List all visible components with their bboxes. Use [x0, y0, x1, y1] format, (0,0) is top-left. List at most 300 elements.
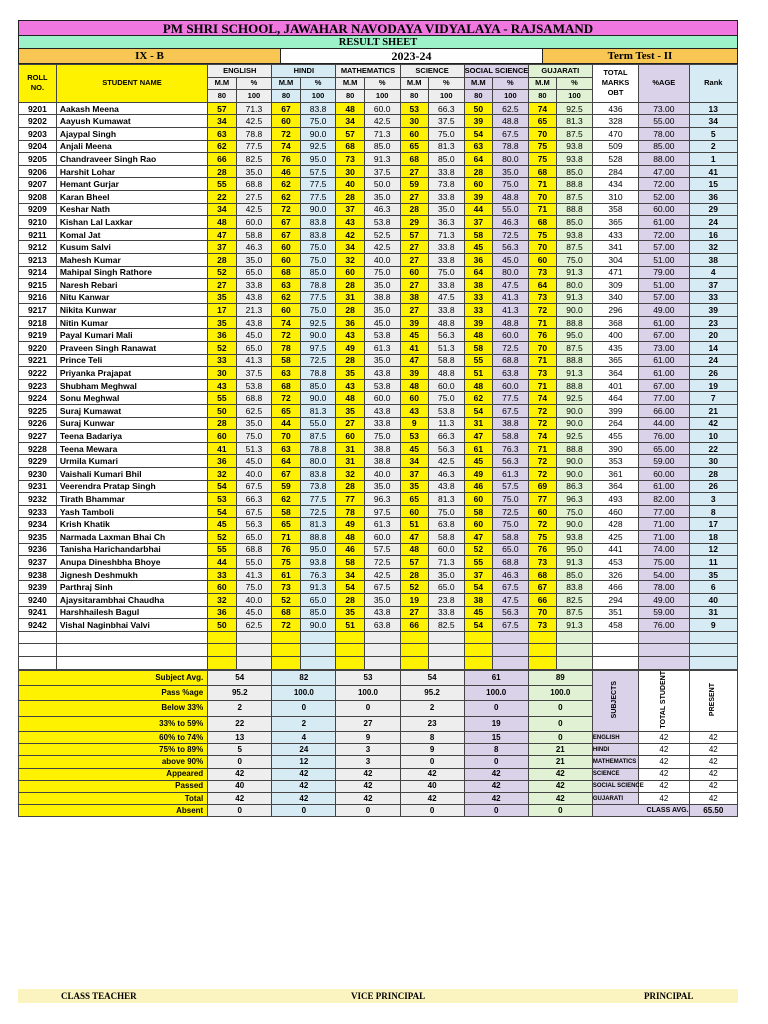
subject-percent: 46.3	[428, 468, 464, 481]
subject-percent: 61.3	[493, 468, 529, 481]
rank-cell: 3	[689, 493, 737, 506]
subject-marks: 39	[400, 316, 428, 329]
rank-cell: 29	[689, 203, 737, 216]
subject-marks: 64	[464, 153, 492, 166]
present-header	[689, 670, 737, 732]
subject-marks: 39	[400, 367, 428, 380]
summary-value: 89	[528, 670, 592, 685]
subject-marks: 58	[464, 228, 492, 241]
subject-percent: 91.3	[557, 556, 593, 569]
subject-percent: 76.3	[493, 442, 529, 455]
subject-marks: 67	[272, 102, 300, 115]
subject-percent: 35.0	[428, 203, 464, 216]
subject-percent: 36.3	[428, 216, 464, 229]
subject-marks: 47	[464, 530, 492, 543]
student-name: Vaishali Kumari Bhil	[56, 468, 207, 481]
student-name: Hemant Gurjar	[56, 178, 207, 191]
subject-marks: 54	[464, 619, 492, 632]
subject-marks: 54	[464, 127, 492, 140]
subject-marks: 27	[400, 253, 428, 266]
subject-marks: 67	[272, 216, 300, 229]
student-row	[19, 417, 738, 430]
empty-cell	[19, 656, 57, 669]
subject-marks: 68	[528, 165, 556, 178]
overall-percentage: 66.00	[639, 405, 689, 418]
subject-marks: 75	[528, 530, 556, 543]
roll-number: 9224	[19, 392, 57, 405]
subject-marks: 37	[336, 203, 364, 216]
subject-percent: 72.5	[364, 556, 400, 569]
summary-value: 100.0	[464, 685, 528, 700]
subject-percent: 58.8	[428, 354, 464, 367]
subject-percent: 56.3	[493, 606, 529, 619]
empty-cell	[639, 644, 689, 657]
subject-marks: 39	[464, 190, 492, 203]
max-marks-header: M.M	[208, 77, 236, 90]
summary-table	[18, 670, 738, 818]
subject-marks: 54	[336, 581, 364, 594]
subject-marks: 57	[400, 556, 428, 569]
subject-header: MATHEMATICS	[336, 65, 400, 78]
header-row	[19, 65, 738, 78]
subject-percent: 66.3	[428, 102, 464, 115]
subject-header: GUJARATI	[528, 65, 592, 78]
subject-marks: 33	[208, 354, 236, 367]
rank-cell: 16	[689, 228, 737, 241]
empty-cell	[56, 631, 207, 644]
overall-percentage: 57.00	[639, 241, 689, 254]
student-name: Komal Jat	[56, 228, 207, 241]
student-row	[19, 568, 738, 581]
subject-marks: 65	[272, 518, 300, 531]
empty-cell	[208, 631, 236, 644]
subject-percent: 63.8	[493, 367, 529, 380]
present-header-text: PRESENT	[709, 682, 717, 716]
subject-percent: 42.5	[236, 203, 272, 216]
subject-percent: 47.5	[493, 279, 529, 292]
subject-percent: 75.0	[493, 178, 529, 191]
student-name: Parthraj Sinh	[56, 581, 207, 594]
roll-number: 9223	[19, 379, 57, 392]
subject-percent: 93.8	[557, 140, 593, 153]
empty-cell	[592, 644, 638, 657]
subject-marks: 74	[528, 102, 556, 115]
subject-percent: 61.3	[364, 342, 400, 355]
subject-percent: 60.0	[428, 379, 464, 392]
subject-marks: 59	[400, 178, 428, 191]
roll-number: 9201	[19, 102, 57, 115]
summary-value: 42	[336, 768, 400, 780]
summary-value: 3	[336, 756, 400, 768]
total-marks: 326	[592, 568, 638, 581]
subject-marks: 71	[528, 178, 556, 191]
subject-marks: 66	[400, 619, 428, 632]
subject-percent: 97.5	[300, 342, 336, 355]
subject-marks: 27	[400, 606, 428, 619]
subject-marks: 48	[464, 379, 492, 392]
total-marks: 296	[592, 304, 638, 317]
subject-percent: 58.8	[236, 228, 272, 241]
subject-marks: 72	[272, 392, 300, 405]
rank-header: Rank	[689, 65, 737, 103]
subject-percent: 56.3	[493, 455, 529, 468]
vice-principal-label: VICE PRINCIPAL	[351, 991, 426, 1001]
subject-marks: 70	[528, 190, 556, 203]
overall-percentage: 73.00	[639, 102, 689, 115]
subject-marks: 28	[208, 253, 236, 266]
rank-cell: 13	[689, 102, 737, 115]
overall-percentage: 49.00	[639, 593, 689, 606]
side-total-student: 42	[639, 732, 689, 744]
summary-value: 0	[272, 805, 336, 817]
subject-percent: 90.0	[300, 203, 336, 216]
subject-percent: 53.8	[428, 405, 464, 418]
student-name: Krish Khatik	[56, 518, 207, 531]
rank-cell: 5	[689, 127, 737, 140]
student-name: Jignesh Deshmukh	[56, 568, 207, 581]
subject-percent: 91.3	[364, 153, 400, 166]
rank-cell: 22	[689, 442, 737, 455]
summary-label: Pass %age	[19, 685, 208, 700]
subject-percent: 96.3	[364, 493, 400, 506]
subject-percent: 53.8	[364, 216, 400, 229]
summary-label: Below 33%	[19, 701, 208, 716]
empty-cell	[400, 656, 428, 669]
subject-percent: 90.0	[300, 619, 336, 632]
empty-cell	[428, 656, 464, 669]
summary-value: 9	[400, 744, 464, 756]
subject-marks: 48	[400, 543, 428, 556]
roll-number: 9235	[19, 530, 57, 543]
subject-percent: 48.8	[428, 367, 464, 380]
subject-marks: 60	[272, 241, 300, 254]
max-marks-header: 80	[208, 90, 236, 103]
subject-percent: 63.8	[428, 518, 464, 531]
subject-marks: 76	[528, 329, 556, 342]
summary-value: 2	[208, 701, 272, 716]
subject-percent: 53.8	[364, 379, 400, 392]
roll-number: 9236	[19, 543, 57, 556]
roll-number: 9208	[19, 190, 57, 203]
subject-marks: 55	[464, 556, 492, 569]
overall-percentage: 77.00	[639, 505, 689, 518]
subject-percent: 82.5	[236, 153, 272, 166]
summary-row	[19, 670, 738, 685]
student-name: Nitin Kumar	[56, 316, 207, 329]
subject-percent: 92.5	[557, 102, 593, 115]
subject-marks: 47	[400, 354, 428, 367]
student-name: Priyanka Prajapat	[56, 367, 207, 380]
subject-marks: 60	[400, 505, 428, 518]
subject-marks: 48	[336, 530, 364, 543]
rank-cell: 7	[689, 392, 737, 405]
class-avg-label: CLASS AVG.	[592, 805, 689, 817]
subject-percent: 87.5	[300, 430, 336, 443]
subject-percent: 33.8	[428, 190, 464, 203]
subject-marks: 60	[464, 493, 492, 506]
subject-percent: 77.5	[300, 493, 336, 506]
subject-marks: 73	[272, 581, 300, 594]
empty-cell	[689, 656, 737, 669]
summary-value: 9	[336, 732, 400, 744]
subject-percent: 68.8	[236, 392, 272, 405]
subject-marks: 34	[208, 203, 236, 216]
total-marks: 455	[592, 430, 638, 443]
student-row	[19, 253, 738, 266]
subject-percent: 91.3	[557, 266, 593, 279]
rank-cell: 38	[689, 253, 737, 266]
subject-marks: 70	[528, 127, 556, 140]
empty-cell	[464, 631, 492, 644]
subject-marks: 27	[336, 417, 364, 430]
subject-marks: 41	[400, 342, 428, 355]
subject-marks: 33	[464, 304, 492, 317]
roll-number: 9222	[19, 367, 57, 380]
subject-percent: 75.0	[300, 115, 336, 128]
subject-percent: 75.0	[493, 518, 529, 531]
subject-percent: 88.8	[557, 442, 593, 455]
roll-number: 9212	[19, 241, 57, 254]
subject-marks: 71	[272, 530, 300, 543]
subject-marks: 72	[272, 329, 300, 342]
empty-cell	[336, 656, 364, 669]
subject-marks: 42	[336, 228, 364, 241]
subject-marks: 34	[336, 115, 364, 128]
subject-marks: 58	[336, 556, 364, 569]
roll-number: 9203	[19, 127, 57, 140]
subject-percent: 66.3	[428, 430, 464, 443]
subject-marks: 31	[336, 442, 364, 455]
rank-cell: 34	[689, 115, 737, 128]
student-name: Anjali Meena	[56, 140, 207, 153]
total-marks: 453	[592, 556, 638, 569]
subject-marks: 51	[400, 518, 428, 531]
summary-value: 42	[528, 793, 592, 805]
overall-percentage: 78.00	[639, 581, 689, 594]
subject-marks: 40	[336, 178, 364, 191]
roll-number: 9234	[19, 518, 57, 531]
subject-percent: 80.0	[300, 455, 336, 468]
subject-percent: 62.5	[493, 102, 529, 115]
subject-percent: 55.0	[236, 556, 272, 569]
rank-cell: 41	[689, 165, 737, 178]
student-name: Kishan Lal Laxkar	[56, 216, 207, 229]
subject-marks: 38	[464, 279, 492, 292]
rank-cell: 14	[689, 342, 737, 355]
subject-marks: 35	[336, 367, 364, 380]
side-subject: GUJARATI	[592, 793, 638, 805]
subject-marks: 63	[272, 367, 300, 380]
rank-cell: 39	[689, 304, 737, 317]
student-row	[19, 405, 738, 418]
roll-number: 9239	[19, 581, 57, 594]
subject-marks: 35	[208, 291, 236, 304]
overall-percentage: 75.00	[639, 556, 689, 569]
subject-percent: 82.5	[557, 593, 593, 606]
subject-marks: 54	[208, 505, 236, 518]
subject-marks: 28	[464, 165, 492, 178]
overall-percentage: 61.00	[639, 216, 689, 229]
overall-percentage: 82.00	[639, 493, 689, 506]
marks-table	[18, 64, 738, 670]
summary-value: 0	[336, 805, 400, 817]
subject-marks: 65	[400, 140, 428, 153]
subject-percent: 73.8	[428, 178, 464, 191]
subject-marks: 62	[272, 178, 300, 191]
total-marks: 310	[592, 190, 638, 203]
subject-percent: 72.5	[493, 342, 529, 355]
class-label: IX - B	[19, 49, 281, 63]
subject-percent: 43.8	[236, 316, 272, 329]
summary-value: 0	[528, 805, 592, 817]
student-name: Praveen Singh Ranawat	[56, 342, 207, 355]
empty-cell	[592, 656, 638, 669]
overall-percentage: 52.00	[639, 190, 689, 203]
subject-marks: 52	[208, 342, 236, 355]
total-marks: 471	[592, 266, 638, 279]
subject-percent: 23.8	[428, 593, 464, 606]
percent-header: 100	[557, 90, 593, 103]
subject-percent: 67.5	[493, 405, 529, 418]
subject-percent: 35.0	[364, 354, 400, 367]
rank-cell: 31	[689, 606, 737, 619]
side-total-student: 42	[639, 768, 689, 780]
student-row	[19, 241, 738, 254]
rank-cell: 32	[689, 241, 737, 254]
summary-value: 42	[464, 780, 528, 792]
subject-percent: 90.0	[557, 455, 593, 468]
subject-marks: 68	[272, 606, 300, 619]
subject-marks: 37	[400, 468, 428, 481]
subject-marks: 32	[208, 468, 236, 481]
total-marks: 390	[592, 442, 638, 455]
subject-marks: 46	[336, 543, 364, 556]
summary-value: 21	[528, 744, 592, 756]
subject-percent: 90.0	[557, 518, 593, 531]
rank-cell: 28	[689, 468, 737, 481]
subject-header: ENGLISH	[208, 65, 272, 78]
subject-marks: 62	[272, 190, 300, 203]
summary-row	[19, 744, 738, 756]
rank-cell: 42	[689, 417, 737, 430]
roll-number: 9219	[19, 329, 57, 342]
student-name: Narmada Laxman Bhai Ch	[56, 530, 207, 543]
subject-percent: 33.8	[428, 165, 464, 178]
summary-value: 42	[528, 768, 592, 780]
side-present: 42	[689, 756, 737, 768]
rank-cell: 33	[689, 291, 737, 304]
subject-marks: 68	[528, 216, 556, 229]
total-marks: 364	[592, 367, 638, 380]
subject-percent: 95.0	[300, 543, 336, 556]
subject-percent: 72.5	[493, 505, 529, 518]
total-student-header	[639, 670, 689, 732]
subject-marks: 55	[208, 543, 236, 556]
subject-marks: 51	[464, 367, 492, 380]
subject-marks: 66	[208, 153, 236, 166]
subject-percent: 71.3	[364, 127, 400, 140]
max-marks-header: 80	[464, 90, 492, 103]
subject-marks: 71	[528, 354, 556, 367]
summary-value: 42	[400, 793, 464, 805]
subject-percent: 61.3	[364, 518, 400, 531]
subject-percent: 33.8	[428, 241, 464, 254]
overall-percentage: 76.00	[639, 619, 689, 632]
subject-percent: 38.8	[364, 442, 400, 455]
subject-percent: 65.0	[236, 342, 272, 355]
subject-percent: 75.0	[557, 505, 593, 518]
summary-label: above 90%	[19, 756, 208, 768]
summary-value: 100.0	[336, 685, 400, 700]
summary-value: 27	[336, 716, 400, 731]
summary-value: 2	[400, 701, 464, 716]
overall-percentage: 51.00	[639, 253, 689, 266]
student-name: Chandraveer Singh Rao	[56, 153, 207, 166]
empty-row	[19, 644, 738, 657]
subject-percent: 81.3	[428, 493, 464, 506]
subject-marks: 31	[464, 417, 492, 430]
percent-header: %	[300, 77, 336, 90]
subject-percent: 75.0	[428, 392, 464, 405]
student-name: Nitu Kanwar	[56, 291, 207, 304]
subjects-header-text: SUBJECTS	[611, 680, 619, 718]
summary-value: 0	[336, 701, 400, 716]
subject-marks: 32	[336, 253, 364, 266]
total-marks: 341	[592, 241, 638, 254]
subject-marks: 70	[528, 342, 556, 355]
rank-cell: 37	[689, 279, 737, 292]
summary-value: 42	[464, 768, 528, 780]
subject-marks: 58	[272, 505, 300, 518]
student-name: Aayush Kumawat	[56, 115, 207, 128]
subject-percent: 85.0	[300, 379, 336, 392]
subject-percent: 72.5	[493, 228, 529, 241]
total-marks: 425	[592, 530, 638, 543]
student-row	[19, 266, 738, 279]
empty-cell	[493, 644, 529, 657]
subject-percent: 42.5	[364, 115, 400, 128]
percentage-header: %AGE	[639, 65, 689, 103]
overall-percentage: 85.00	[639, 140, 689, 153]
subject-percent: 60.0	[493, 379, 529, 392]
empty-cell	[464, 656, 492, 669]
student-name: Harshit Lohar	[56, 165, 207, 178]
subject-percent: 88.8	[557, 379, 593, 392]
empty-cell	[272, 631, 300, 644]
summary-value: 0	[400, 805, 464, 817]
student-row	[19, 455, 738, 468]
subject-percent: 87.5	[557, 342, 593, 355]
rank-cell: 35	[689, 568, 737, 581]
percent-header: 100	[428, 90, 464, 103]
subject-marks: 72	[528, 417, 556, 430]
subject-percent: 90.0	[557, 417, 593, 430]
subject-marks: 55	[464, 354, 492, 367]
percent-header: %	[557, 77, 593, 90]
total-marks-header	[592, 65, 638, 103]
rank-cell: 20	[689, 329, 737, 342]
total-student-header-text: TOTAL STUDENT	[659, 670, 667, 729]
subject-marks: 49	[336, 518, 364, 531]
subject-marks: 38	[464, 593, 492, 606]
summary-value: 0	[528, 701, 592, 716]
subject-percent: 95.0	[557, 329, 593, 342]
session-year: 2023-24	[281, 49, 543, 63]
summary-row	[19, 780, 738, 792]
student-name: Anupa Dineshbha Bhoye	[56, 556, 207, 569]
side-present: 42	[689, 744, 737, 756]
overall-percentage: 61.00	[639, 480, 689, 493]
